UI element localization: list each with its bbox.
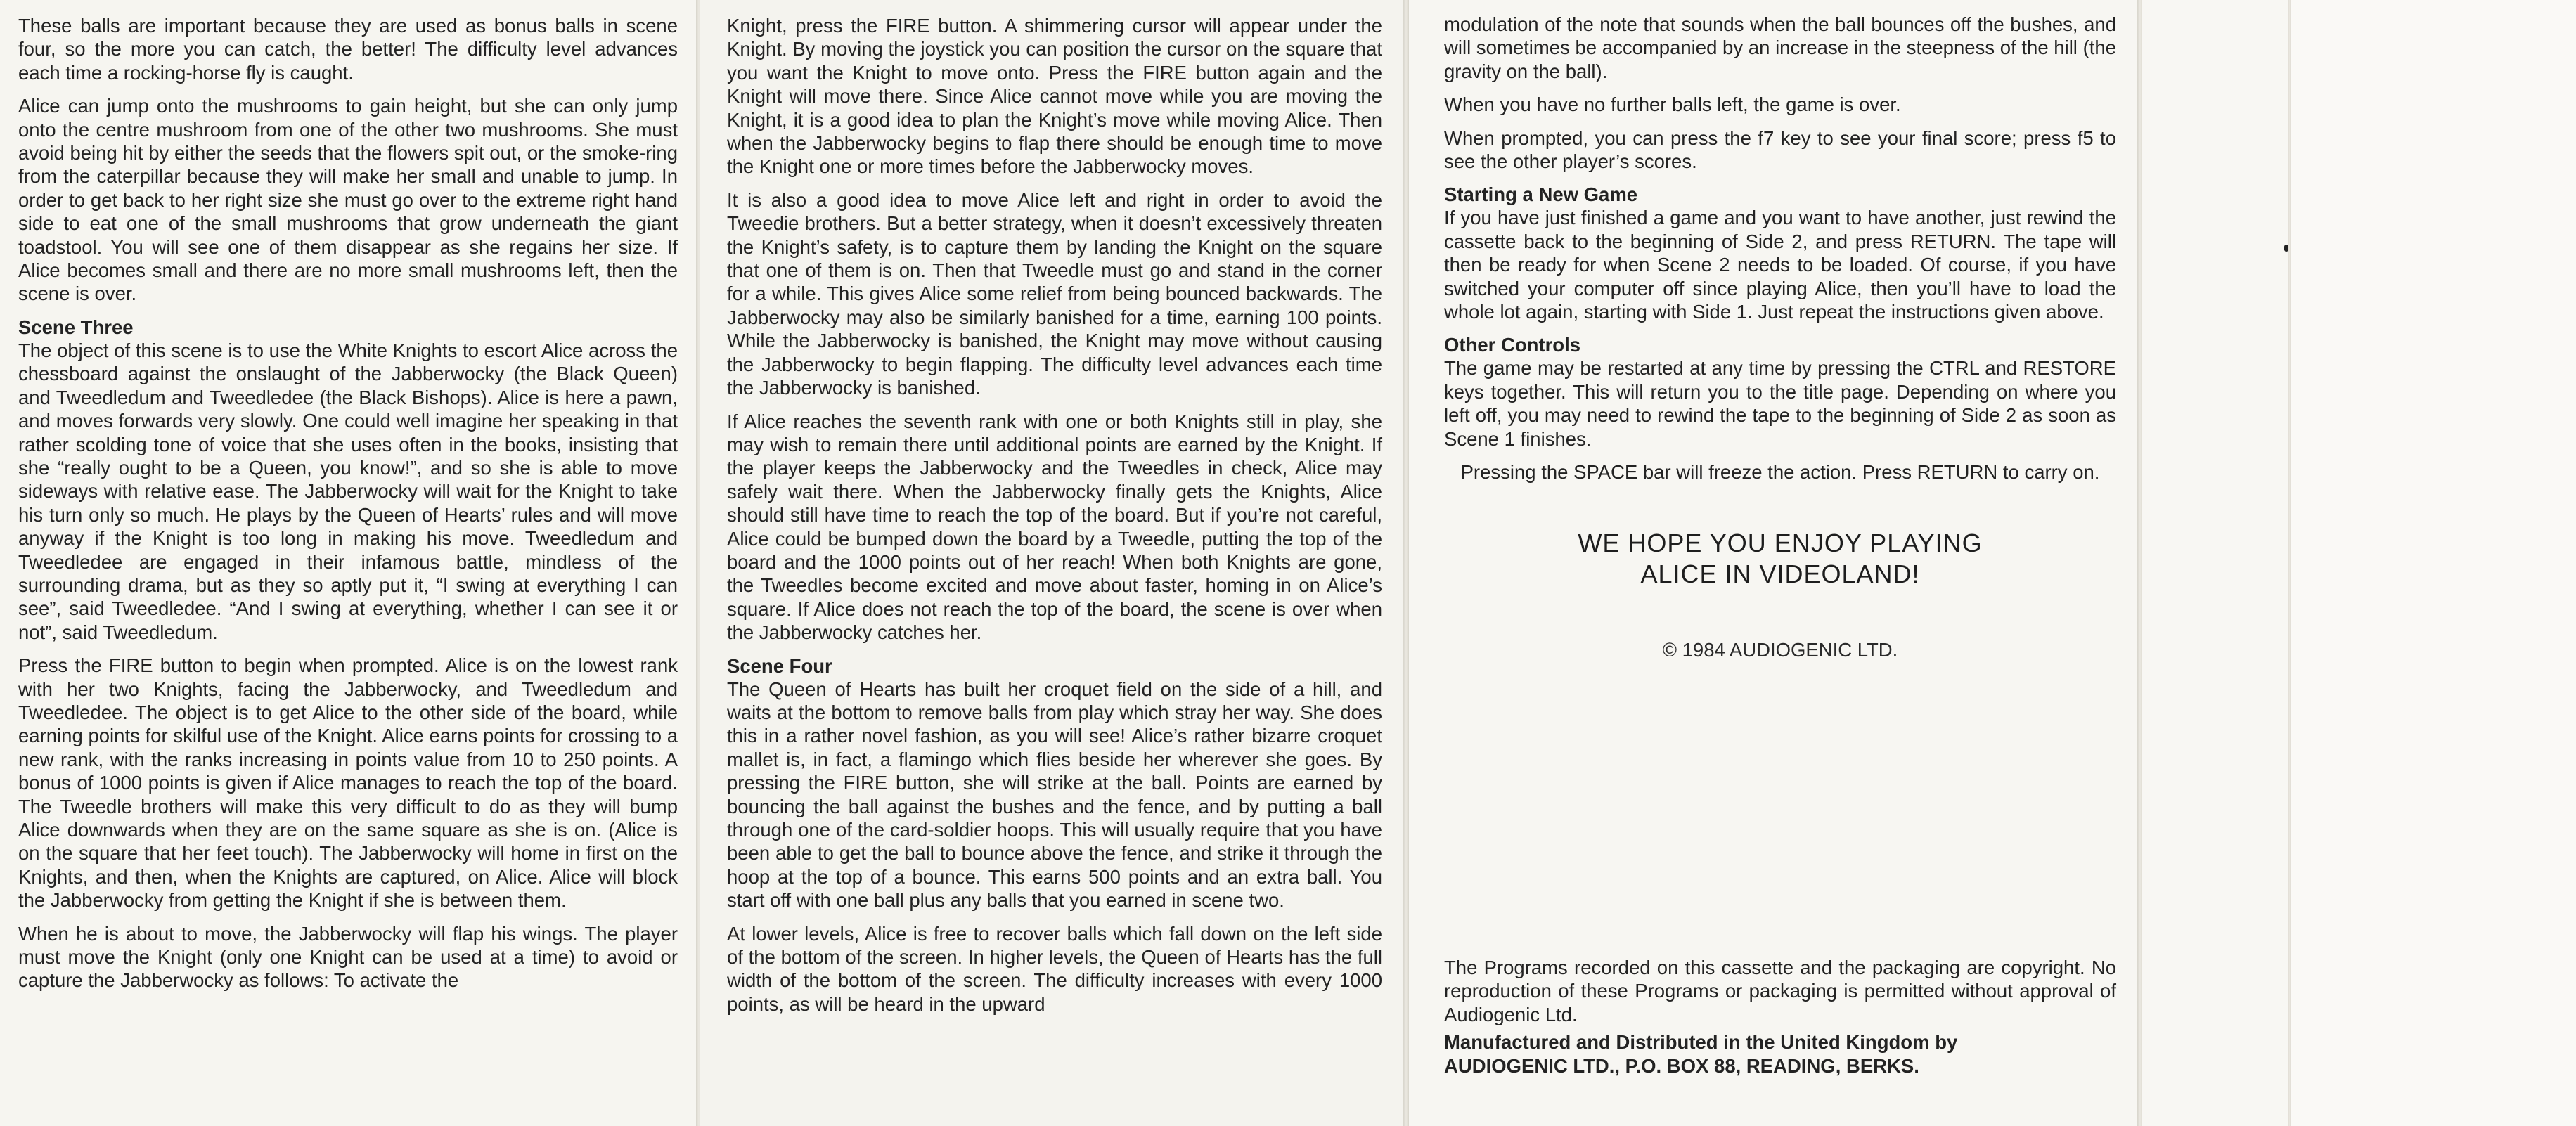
heading-other-controls: Other Controls xyxy=(1444,334,1581,356)
paragraph-scene-three-wings: When he is about to move, the Jabberwocky will flap his wings. The player must move the Knight (only one Knight can be used at a time) to avoid or capture the Jabberwocky as follows: To activate the xyxy=(18,922,678,992)
heading-new-game: Starting a New Game xyxy=(1444,183,1638,206)
paragraph-knight-cursor: Knight, press the FIRE button. A shimmering cursor will appear under the Knight. By moving the joystick you can position the cursor on the square that you want the Knight to move onto. Press the FIRE button again and the Knight will move there. Since Alice cannot move while you are moving the Knight, it is a good idea to plan the Knight’s move while moving Alice. Then when the Jabberwocky begins to flap there should be enough time to move the Knight one or more times before the Jabberwocky moves. xyxy=(727,15,1382,178)
panel-one xyxy=(0,0,696,1126)
paragraph-seventh-rank: If Alice reaches the seventh rank with one or both Knights still in play, she may wish to remain there until additional points are earned by the Knight. If the player keeps the Jabberwocky and the Tweedles in check, Alice may safely wait there. When the Jabberwocky finally gets the Knights, Alice should still have time to reach the top of the board. But if you’re not careful, Alice could be bumped down the board by a Tweedle, putting the top of the board and the 1000 points out of her reach! When both Knights are gone, the Tweedles become excited and move about faster, homing in on Alice’s square. If Alice does not reach the top of the board, the scene is over when the Jabberwocky catches her. xyxy=(727,410,1382,644)
paragraph-lower-levels: At lower levels, Alice is free to recover balls which fall down on the left side of the bottom of the screen. In higher levels, the Queen of Hearts has the full width of the bottom of the screen. The difficulty increases with every 1000 points, as will be heard in the upward xyxy=(727,922,1382,1015)
legal-block xyxy=(1444,956,2116,1078)
fold-crease xyxy=(1403,0,1409,1126)
legal-notice: The Programs recorded on this cassette and the packaging are copyright. No reproduction of these Programs or packaging is permitted without approval of Audiogenic Ltd. xyxy=(1444,957,2116,1025)
paragraph-bonus-balls: These balls are important because they are used as bonus balls in scene four, so the more you can catch, the better! The difficulty level advances each time a rocking-horse fly is caught. xyxy=(18,15,678,84)
paragraph-restart: The game may be restarted at any time by pressing the CTRL and RESTORE keys together. This will return you to the title page. Depending on where you left off, you may need to rewind the tape to the beginning of Side 2 as soon as Scene 1 finishes. xyxy=(1444,357,2116,450)
panel-three xyxy=(1409,0,2137,1126)
paragraph-tweedle-strategy: It is also a good idea to move Alice left and right in order to avoid the Tweedie brothers. But a better strategy, when it doesn’t excessively threaten the Knight’s safety, is to capture them by landing the Knight on the square that one of them is on. Then that Tweedle must go and stand in the corner for a while. This gives Alice some relief from being bounced backwards. The Jabberwocky may also be similarly banished for a time, earning 100 points. While the Jabberwocky is banished, the Knight may move without causing the Jabberwocky to begin flapping. The difficulty level advances each time the Jabberwocky is banished. xyxy=(727,188,1382,399)
enjoy-line-2: ALICE IN VIDEOLAND! xyxy=(1640,559,1920,588)
paragraph-scene-three-object: The object of this scene is to use the White Knights to escort Alice across the chessboard against the onslaught of the Jabberwocky (the Black Queen) and Tweedledum and Tweedledee (the Black Bishops). Alice is here a pawn, and moves forwards very slowly. One could well imagine her speaking in that rather scolding tone of voice that she uses often in the books, insisting that she “really ought to be a Queen, you know!”, and so she is able to move sideways with relative ease. The Jabberwocky will wait for the Knight to take his turn only so much. He plays by the Queen of Hearts’ rules and will move anyway if the Knight is too long in making his move. Tweedledum and Tweedledee are engaged in their infamous battle, mindless of the surrounding drama, but as they so aptly put it, “I swing at everything I can see”, said Tweedledee. “And I swing at everything, whether I can see it or not”, said Tweedledum. xyxy=(18,339,678,643)
paragraph-game-over: When you have no further balls left, the game is over. xyxy=(1444,93,1901,116)
manufacturer-line-1: Manufactured and Distributed in the United Kingdom by xyxy=(1444,1031,1958,1054)
enjoy-line-1: WE HOPE YOU ENJOY PLAYING xyxy=(1578,528,1983,557)
panel-two xyxy=(700,0,1403,1126)
paragraph-croquet: The Queen of Hearts has built her croquet field on the side of a hill, and waits at the bottom to remove balls from play which stray her way. She does this in a rather novel fashion, as you will see! Alice’s rather bizarre croquet mallet is, in fact, a flamingo which flies beside her wherever she goes. By pressing the FIRE button, she will strike at the ball. Points are earned by bouncing the ball against the bushes and the fence, and by putting a ball through one of the card-soldier hoops. This will usually require that you have been able to get the ball to bounce above the fence, and strike it through the hoop at the top of a bounce. This earns 500 points and an extra ball. You start off with one ball plus any balls that you earned in scene two. xyxy=(727,678,1382,912)
paragraph-scores: When prompted, you can press the f7 key to see your final score; press f5 to see the other player’s scores. xyxy=(1444,127,2116,173)
copyright-notice: © 1984 AUDIOGENIC LTD. xyxy=(1662,638,1898,661)
ink-mark xyxy=(2284,245,2288,252)
paragraph-space-bar: Pressing the SPACE bar will freeze the action. Press RETURN to carry on. xyxy=(1460,461,2100,484)
manufacturer-line-2: AUDIOGENIC LTD., P.O. BOX 88, READING, BERKS. xyxy=(1444,1054,1919,1077)
paragraph-modulation: modulation of the note that sounds when the ball bounces off the bushes, and will sometimes be accompanied by an increase in the steepness of the hill (the gravity on the ball). xyxy=(1444,13,2116,82)
heading-scene-four: Scene Four xyxy=(727,654,832,677)
heading-scene-three: Scene Three xyxy=(18,316,134,338)
paragraph-mushrooms: Alice can jump onto the mushrooms to gain height, but she can only jump onto the centre mushroom from one of the other two mushrooms. She must avoid being hit by either the seeds that the flowers spit out, or the smoke-ring from the caterpillar because they will make her small and unable to jump. In order to get back to her right size she must go over to the extreme right hand side to eat one of the small mushrooms that grow underneath the giant toadstool. You will see one of them disappear as she regains her size. If Alice becomes small and there are no more small mushrooms left, then the scene is over. xyxy=(18,95,678,305)
paragraph-scene-three-fire: Press the FIRE button to begin when prompted. Alice is on the lowest rank with her two Knights, facing the Jabberwocky, and Tweedledum and Tweedledee. The object is to get Alice to the other side of the board, while earning points for skilful use of the Knight. Alice earns points for crossing to a new rank, with the ranks increasing in points value from 10 to 250 points. A bonus of 1000 points is given if Alice manages to reach the top of the board. The Tweedle brothers will make this very difficult to do as they will bump Alice downwards when they are on the same square as she is on. (Alice is on the square that her feet touch). The Jabberwocky will home in first on the Knights, and then, when the Knights are captured, on Alice. Alice will block the Jabberwocky from getting the Knight if she is between them. xyxy=(18,654,678,912)
paragraph-new-game: If you have just finished a game and you want to have another, just rewind the cassette back to the beginning of Side 2, and press RETURN. The tape will then be ready for when Scene 2 needs to be loaded. Of course, if you have switched your computer off since playing Alice, then you’ll have to load the whole lot again, starting with Side 1. Just repeat the instructions given above. xyxy=(1444,207,2116,323)
enjoy-message xyxy=(1444,528,2116,590)
blank-flap-panel xyxy=(2291,0,2576,1126)
blank-spine-panel xyxy=(2142,0,2288,1126)
